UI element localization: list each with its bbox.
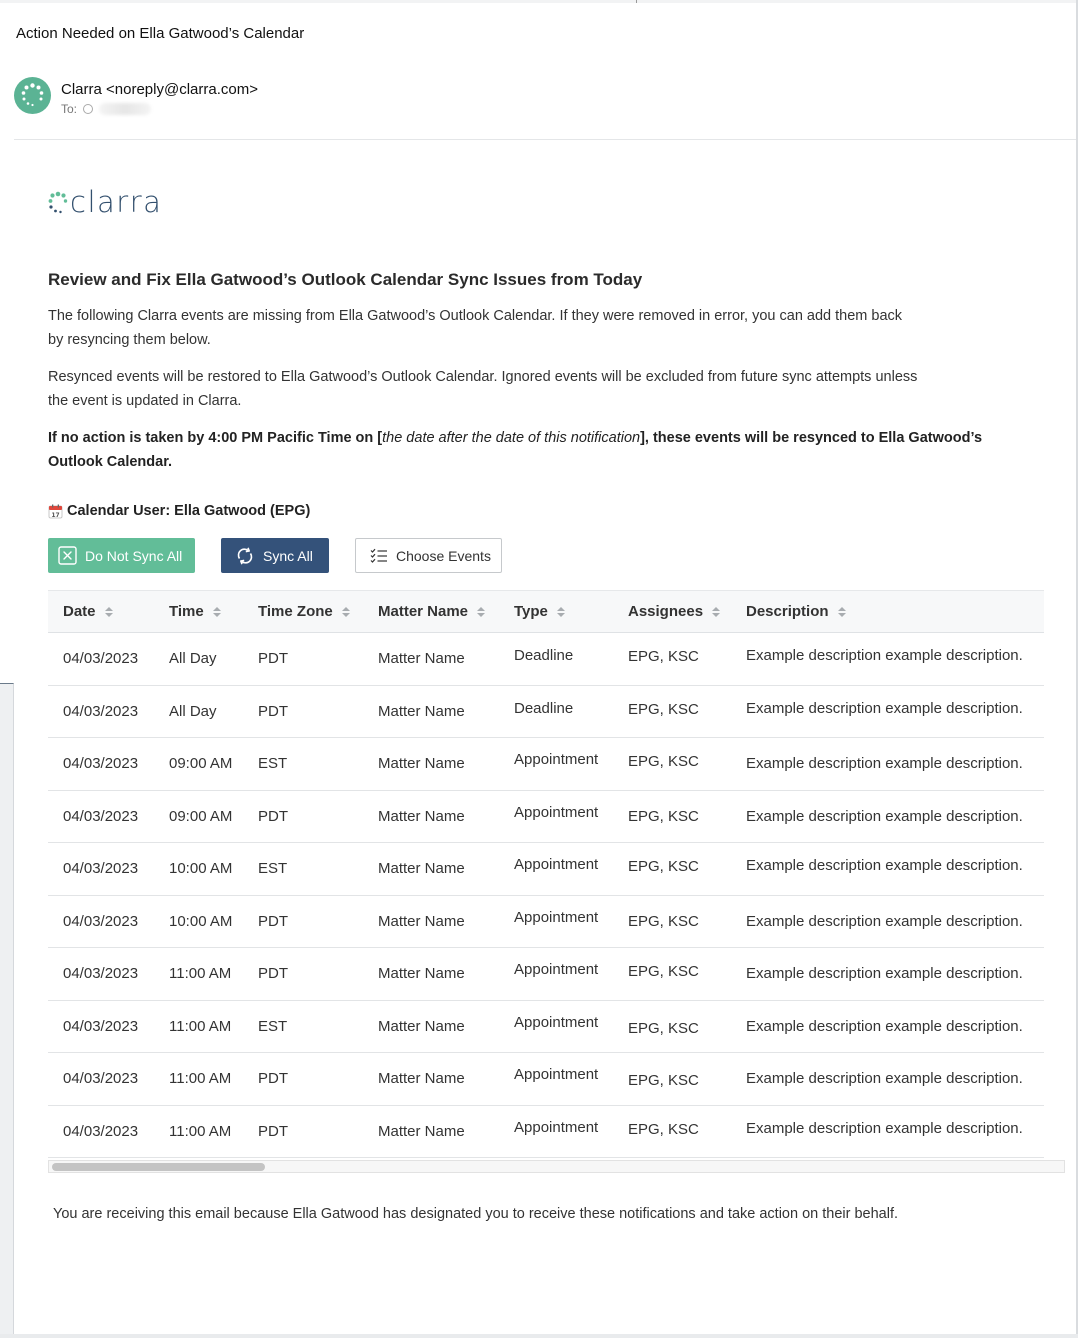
table-row[interactable] — [48, 1001, 1044, 1054]
calendar-user-label: Calendar User: Ella Gatwood (EPG) — [67, 503, 311, 519]
column-header-date[interactable] — [63, 603, 113, 620]
table-row[interactable] — [48, 843, 1044, 896]
cell-assignees: EPG, KSC — [628, 648, 699, 665]
cell-date: 04/03/2023 — [63, 702, 139, 720]
table-row[interactable] — [48, 1053, 1044, 1106]
recipient-status-icon — [83, 104, 93, 114]
sender-avatar[interactable] — [14, 77, 51, 114]
cell-time: 11:00 AM — [169, 965, 232, 982]
sync-all-label: Sync All — [263, 547, 313, 564]
cell-date: 04/03/2023 — [63, 807, 139, 825]
cell-type: Appointment — [514, 961, 599, 978]
para3-suffix: ], these events will be resynced to Ella Gatwood’s Outlook Calendar. — [48, 430, 983, 470]
cell-time-zone: PDT — [258, 650, 288, 667]
cell-matter-name: Matter Name — [378, 1070, 465, 1087]
cell-type: Appointment — [514, 1118, 599, 1136]
logo-text: clarra — [70, 185, 163, 219]
clarra-logo-dots-icon — [48, 191, 68, 217]
sender-name[interactable]: Clarra <noreply@clarra.com> — [61, 81, 258, 98]
window-top-edge — [0, 0, 1078, 3]
email-body — [48, 270, 1038, 474]
cell-date: 04/03/2023 — [63, 1122, 139, 1140]
sync-all-button[interactable] — [221, 538, 329, 573]
sort-icon[interactable] — [342, 607, 350, 617]
cell-date: 04/03/2023 — [63, 1017, 139, 1035]
cell-matter-name: Matter Name — [378, 807, 465, 825]
window-left-gutter — [0, 683, 14, 1338]
cell-time: 11:00 AM — [169, 1070, 232, 1087]
email-subject: Action Needed on Ella Gatwood’s Calendar — [16, 25, 305, 42]
calendar-user — [48, 503, 310, 519]
cell-description: Example description example description. — [746, 965, 1023, 982]
do-not-sync-all-button[interactable] — [48, 538, 195, 573]
to-line — [61, 102, 258, 116]
cell-time-zone: PDT — [258, 1122, 288, 1140]
cell-description: Example description example description. — [746, 912, 1023, 930]
cell-date: 04/03/2023 — [63, 650, 139, 667]
table-row[interactable] — [48, 633, 1044, 686]
cell-description: Example description example description. — [746, 755, 1023, 772]
cell-description: Example description example description. — [746, 1017, 1023, 1035]
cell-assignees: EPG, KSC — [628, 807, 699, 825]
cell-type: Appointment — [514, 1013, 599, 1031]
cell-time-zone: EST — [258, 860, 288, 877]
body-paragraph-1: The following Clarra events are missing from Ella Gatwood’s Outlook Calendar. If they were removed in error, you can add them back by resyncing them below. — [48, 308, 903, 348]
cell-time: All Day — [169, 702, 217, 720]
table-header — [48, 590, 1044, 633]
cell-matter-name: Matter Name — [378, 1122, 465, 1140]
window-top-tick — [636, 0, 637, 3]
cell-date: 04/03/2023 — [63, 1070, 139, 1087]
cell-type: Deadline — [514, 699, 574, 717]
cell-description: Example description example description. — [746, 1119, 1023, 1137]
sender-block — [14, 77, 258, 116]
cell-matter-name: Matter Name — [378, 755, 465, 772]
cell-assignees: EPG, KSC — [628, 858, 699, 875]
body-paragraph-3 — [48, 426, 1038, 474]
sync-icon — [235, 546, 255, 566]
body-paragraph-2: Resynced events will be restored to Ella Gatwood’s Outlook Calendar. Ignored events will be excluded from future sync attempts unless the event is updated in Clarra. — [48, 369, 918, 409]
column-header-label: Time — [169, 603, 204, 620]
table-row[interactable] — [48, 791, 1044, 844]
column-header-label: Description — [746, 603, 829, 620]
column-header-time-zone[interactable] — [258, 603, 350, 620]
cell-type: Appointment — [514, 751, 599, 768]
svg-text:17: 17 — [51, 511, 60, 519]
cell-assignees: EPG, KSC — [628, 1019, 699, 1037]
cell-assignees: EPG, KSC — [628, 753, 699, 770]
column-header-time[interactable] — [169, 603, 221, 620]
cell-time: 10:00 AM — [169, 860, 233, 877]
column-header-label: Matter Name — [378, 603, 469, 620]
cell-assignees: EPG, KSC — [628, 700, 699, 718]
clarra-dots-icon — [14, 77, 51, 114]
cell-time-zone: EST — [258, 1017, 288, 1035]
table-row[interactable] — [48, 686, 1044, 739]
cell-date: 04/03/2023 — [63, 965, 139, 982]
sort-icon[interactable] — [477, 607, 485, 617]
to-label: To: — [61, 102, 78, 116]
cell-time: 10:00 AM — [169, 912, 233, 930]
cell-assignees: EPG, KSC — [628, 963, 699, 980]
cell-description: Example description example description. — [746, 857, 1023, 874]
para3-prefix: If no action is taken by 4:00 PM Pacific Time on [ — [48, 430, 383, 446]
table-row[interactable] — [48, 1106, 1044, 1159]
column-header-assignees[interactable] — [628, 603, 720, 620]
table-row[interactable] — [48, 738, 1044, 791]
sort-icon[interactable] — [557, 607, 565, 617]
cell-assignees: EPG, KSC — [628, 912, 699, 930]
cell-description: Example description example description. — [746, 699, 1023, 717]
cell-type: Deadline — [514, 647, 574, 664]
cell-time: All Day — [169, 650, 217, 667]
sort-icon[interactable] — [838, 607, 846, 617]
cell-time: 11:00 AM — [169, 1017, 232, 1035]
cell-time-zone: PDT — [258, 702, 288, 720]
cell-time-zone: EST — [258, 755, 288, 772]
column-header-label: Assignees — [628, 603, 704, 620]
cell-date: 04/03/2023 — [63, 912, 139, 930]
cell-date: 04/03/2023 — [63, 755, 139, 772]
sort-icon[interactable] — [105, 607, 113, 617]
cell-matter-name: Matter Name — [378, 965, 465, 982]
table-row[interactable] — [48, 948, 1044, 1001]
window-bottom-edge — [0, 1334, 1078, 1338]
cell-matter-name: Matter Name — [378, 1017, 465, 1035]
cell-type: Appointment — [514, 1066, 599, 1083]
footer-text: You are receiving this email because Ella Gatwood has designated you to receive these notifications and take action on their behalf. — [53, 1206, 899, 1222]
cell-matter-name: Matter Name — [378, 912, 465, 930]
cell-time-zone: PDT — [258, 807, 288, 825]
column-header-description[interactable] — [746, 603, 846, 620]
scrollbar-thumb[interactable] — [52, 1163, 265, 1171]
cell-type: Appointment — [514, 803, 599, 821]
recipient-redacted[interactable] — [99, 103, 151, 115]
sort-icon[interactable] — [213, 607, 221, 617]
para3-italic: the date after the date of this notification — [382, 430, 641, 446]
cell-type: Appointment — [514, 908, 599, 926]
cell-date: 04/03/2023 — [63, 860, 139, 877]
cell-time-zone: PDT — [258, 1070, 288, 1087]
cell-assignees: EPG, KSC — [628, 1120, 699, 1138]
cell-time-zone: PDT — [258, 912, 288, 930]
cell-description: Example description example description. — [746, 647, 1023, 664]
clarra-logo — [48, 185, 163, 219]
column-header-label: Type — [514, 603, 548, 620]
sort-icon[interactable] — [712, 607, 720, 617]
choose-events-label: Choose Events — [396, 547, 491, 564]
cell-time: 09:00 AM — [169, 807, 233, 825]
do-not-sync-all-label: Do Not Sync All — [85, 547, 183, 564]
column-header-label: Time Zone — [258, 603, 333, 620]
cell-description: Example description example description. — [746, 807, 1023, 825]
column-header-type[interactable] — [514, 603, 565, 620]
column-header-label: Date — [63, 603, 96, 620]
cell-matter-name: Matter Name — [378, 860, 465, 877]
cell-matter-name: Matter Name — [378, 650, 465, 667]
body-heading: Review and Fix Ella Gatwood’s Outlook Calendar Sync Issues from Today — [48, 270, 643, 289]
cell-matter-name: Matter Name — [378, 702, 465, 720]
calendar-icon — [48, 504, 63, 519]
cell-time-zone: PDT — [258, 965, 288, 982]
table-body — [48, 633, 1044, 1158]
close-box-icon — [58, 546, 77, 565]
horizontal-scrollbar[interactable] — [48, 1160, 1065, 1173]
table-row[interactable] — [48, 896, 1044, 949]
events-table — [48, 590, 1044, 1158]
column-header-matter-name[interactable] — [378, 603, 485, 620]
cell-description: Example description example description. — [746, 1070, 1023, 1087]
checklist-icon — [370, 548, 388, 564]
cell-type: Appointment — [514, 856, 599, 873]
cell-assignees: EPG, KSC — [628, 1072, 699, 1089]
cell-time: 11:00 AM — [169, 1122, 232, 1140]
cell-time: 09:00 AM — [169, 755, 233, 772]
header-divider — [14, 139, 1076, 140]
choose-events-button[interactable] — [355, 538, 502, 573]
